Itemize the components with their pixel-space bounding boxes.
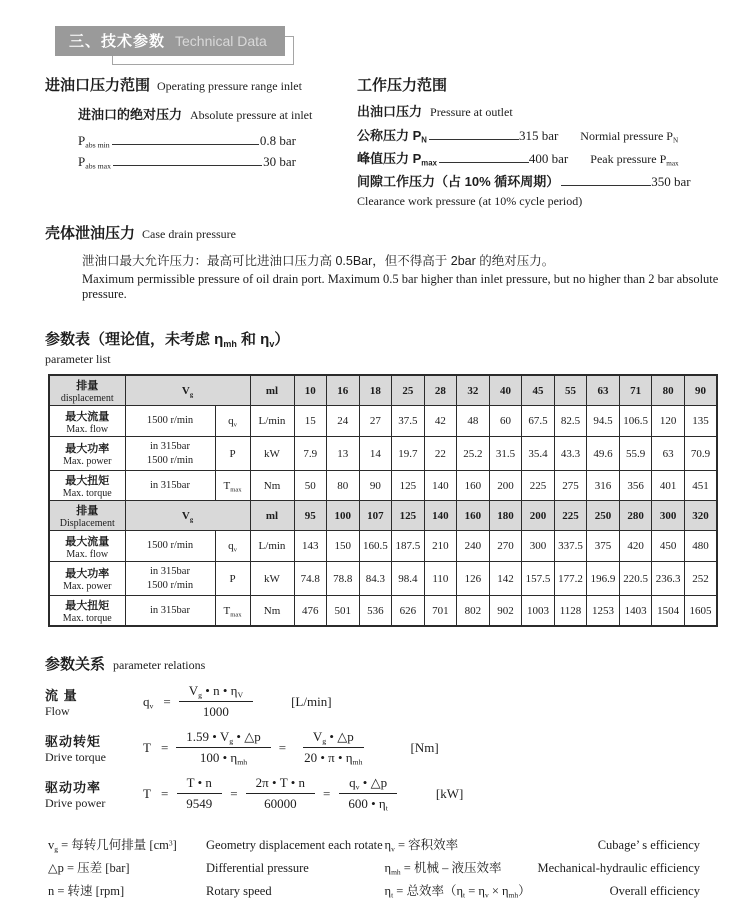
value-cell: 450 bbox=[652, 531, 685, 562]
inlet-title-en: Operating pressure range inlet bbox=[157, 79, 302, 93]
cell-line-cn: 排量 bbox=[76, 380, 99, 392]
value-cell: 125 bbox=[392, 471, 425, 501]
value-cell: 94.5 bbox=[587, 406, 620, 437]
value-cell: 63 bbox=[652, 437, 685, 471]
pressure-line bbox=[357, 125, 740, 144]
legend-row bbox=[48, 835, 385, 853]
cell-line-cn: 排量 bbox=[76, 505, 99, 517]
value-cell: 31.5 bbox=[489, 437, 522, 471]
row-label-cell bbox=[49, 437, 125, 471]
pressure-value: 350 bar bbox=[651, 174, 691, 189]
row-unit-cell: Nm bbox=[250, 471, 294, 501]
outlet-sub-en: Pressure at outlet bbox=[430, 105, 513, 119]
value-cell: 220.5 bbox=[619, 562, 652, 596]
parameter-table-subtitle: parameter list bbox=[45, 352, 111, 366]
formula-row bbox=[45, 775, 750, 812]
value-cell: 476 bbox=[294, 596, 327, 627]
row-condition-cell bbox=[125, 562, 215, 596]
header-vg-cell: $V_g$ bbox=[125, 375, 250, 406]
value-cell: 84.3 bbox=[359, 562, 392, 596]
header-value-cell: 40 bbox=[489, 375, 522, 406]
work-title-cn: 工作压力范围 bbox=[357, 77, 448, 94]
cell-line-cn: 最大功率 bbox=[65, 443, 110, 455]
denominator: 100 • $\eta_{mh}$ bbox=[199, 750, 248, 767]
row-label-cell bbox=[49, 596, 125, 627]
leader-line bbox=[561, 185, 651, 186]
table-header-row bbox=[49, 501, 717, 531]
value-cell: 1128 bbox=[554, 596, 587, 627]
header-value-cell: 107 bbox=[359, 501, 392, 531]
value-cell: 106.5 bbox=[619, 406, 652, 437]
condition-line: 1500 r/min bbox=[146, 415, 194, 427]
condition-line: 1500 r/min bbox=[146, 454, 194, 466]
value-cell: 240 bbox=[457, 531, 490, 562]
row-condition-cell bbox=[125, 531, 215, 562]
value-cell: 401 bbox=[652, 471, 685, 501]
pressure-symbol: $P_{abs max}$ bbox=[78, 154, 112, 171]
pressure-line bbox=[357, 148, 740, 167]
value-cell: 300 bbox=[522, 531, 555, 562]
inlet-sub-cn: 进油口的绝对压力 bbox=[78, 107, 183, 122]
value-cell: 27 bbox=[359, 406, 392, 437]
row-symbol-cell: $T_{max}$ bbox=[215, 471, 250, 501]
header-value-cell: 90 bbox=[684, 375, 717, 406]
value-cell: 22 bbox=[424, 437, 457, 471]
value-cell: 200 bbox=[489, 471, 522, 501]
header-value-cell: 10 bbox=[294, 375, 327, 406]
row-label-cell bbox=[49, 471, 125, 501]
fraction bbox=[338, 775, 398, 812]
value-cell: 55.9 bbox=[619, 437, 652, 471]
pressure-label: 峰值压力 $P_{max}$ bbox=[357, 151, 437, 168]
value-cell: 42 bbox=[424, 406, 457, 437]
value-cell: 236.3 bbox=[652, 562, 685, 596]
formula-unit: [kW] bbox=[435, 785, 464, 801]
parameter-table-body bbox=[49, 375, 717, 626]
pressure-value: 315 bar bbox=[518, 128, 559, 143]
row-unit-cell: L/min bbox=[250, 531, 294, 562]
equals-sign: = bbox=[278, 739, 287, 755]
formula-label-cn: 驱动功率 bbox=[45, 779, 102, 795]
value-cell: 120 bbox=[652, 406, 685, 437]
formula-expression bbox=[143, 775, 463, 812]
numerator: 2π • T • n bbox=[246, 775, 315, 794]
numerator: 1.59 • $V_g$ • △p bbox=[176, 729, 270, 748]
table-row bbox=[49, 562, 717, 596]
value-cell: 80 bbox=[327, 471, 360, 501]
value-cell: 316 bbox=[587, 471, 620, 501]
condition-line: 1500 r/min bbox=[146, 540, 194, 552]
header-value-cell: 225 bbox=[554, 501, 587, 531]
value-cell: 501 bbox=[327, 596, 360, 627]
cell-line-en: Max. power bbox=[63, 581, 112, 592]
header-value-cell: 80 bbox=[652, 375, 685, 406]
row-symbol-cell: P bbox=[215, 562, 250, 596]
case-drain-section bbox=[45, 222, 750, 302]
leader-line bbox=[112, 144, 259, 145]
row-unit-cell: L/min bbox=[250, 406, 294, 437]
header-value-cell: 180 bbox=[489, 501, 522, 531]
value-cell: 143 bbox=[294, 531, 327, 562]
equals-sign: = bbox=[230, 785, 238, 801]
formula-unit: [L/min] bbox=[291, 693, 332, 709]
value-cell: 14 bbox=[359, 437, 392, 471]
numerator: $V_g$ • n • $\eta_V$ bbox=[179, 683, 253, 702]
row-condition-cell bbox=[125, 437, 215, 471]
legend-symbol: $\eta_t$ = 总效率$(\eta_t = \eta_v \times \eta_{mh})$ bbox=[384, 884, 531, 900]
leader-line bbox=[429, 139, 519, 140]
value-cell: 78.8 bbox=[327, 562, 360, 596]
value-cell: 1605 bbox=[684, 596, 717, 627]
pressure-label-en: Peak pressure $P_{max}$ bbox=[590, 152, 679, 168]
value-cell: 1403 bbox=[619, 596, 652, 627]
table-row bbox=[49, 531, 717, 562]
parameter-table bbox=[48, 374, 718, 627]
formula-row bbox=[45, 729, 750, 766]
value-cell: 420 bbox=[619, 531, 652, 562]
pressure-label: 间隙工作压力（占 10% 循环周期） bbox=[357, 174, 560, 189]
value-cell: 49.6 bbox=[587, 437, 620, 471]
pressure-line bbox=[357, 171, 740, 190]
row-label-cell bbox=[49, 406, 125, 437]
value-cell: 43.3 bbox=[554, 437, 587, 471]
formula-label bbox=[45, 777, 143, 811]
denominator: 60000 bbox=[264, 796, 297, 811]
header-value-cell: 320 bbox=[684, 501, 717, 531]
table-header-row bbox=[49, 375, 717, 406]
row-label-cell bbox=[49, 531, 125, 562]
value-cell: 50 bbox=[294, 471, 327, 501]
value-cell: 157.5 bbox=[522, 562, 555, 596]
formula-label-en: Drive power bbox=[45, 795, 106, 810]
inlet-sub-en: Absolute pressure at inlet bbox=[190, 108, 313, 122]
cell-line-cn: 最大扭矩 bbox=[65, 475, 110, 487]
value-cell: 270 bbox=[489, 531, 522, 562]
formula-lhs: T bbox=[143, 739, 151, 755]
denominator: 9549 bbox=[186, 796, 213, 811]
value-cell: 225 bbox=[522, 471, 555, 501]
work-pressure-section bbox=[357, 74, 750, 209]
value-cell: 74.8 bbox=[294, 562, 327, 596]
value-cell: 451 bbox=[684, 471, 717, 501]
legend-symbol: △p = 压差 [bar] bbox=[48, 861, 130, 875]
pressure-value: 30 bar bbox=[263, 154, 296, 169]
inlet-pressure-section bbox=[45, 74, 357, 209]
value-cell: 70.9 bbox=[684, 437, 717, 471]
row-condition-cell bbox=[125, 596, 215, 627]
symbol-legend bbox=[48, 830, 700, 899]
header-value-cell: 28 bbox=[424, 375, 457, 406]
table-row bbox=[49, 596, 717, 627]
value-cell: 60 bbox=[489, 406, 522, 437]
cell-line-en: displacement bbox=[60, 393, 114, 404]
value-cell: 98.4 bbox=[392, 562, 425, 596]
header-value-cell: 45 bbox=[522, 375, 555, 406]
fraction bbox=[176, 775, 222, 812]
fraction bbox=[176, 729, 270, 766]
case-drain-title-en: Case drain pressure bbox=[142, 227, 236, 241]
formula-label bbox=[45, 685, 143, 719]
pressure-value: 400 bar bbox=[528, 151, 569, 166]
value-cell: 135 bbox=[684, 406, 717, 437]
cell-line-cn: 最大扭矩 bbox=[65, 600, 110, 612]
relations-title-cn: 参数关系 bbox=[45, 656, 106, 673]
numerator: $V_g$ • △p bbox=[303, 729, 364, 748]
formula-label-cn: 驱动转矩 bbox=[45, 733, 102, 749]
header-displacement-cell bbox=[49, 375, 125, 406]
banner-title-en: Technical Data bbox=[175, 33, 267, 49]
condition-line: in 315bar bbox=[150, 604, 190, 616]
legend-row bbox=[385, 881, 700, 899]
equals-sign: = bbox=[163, 693, 171, 709]
inlet-pressure-lines bbox=[78, 133, 296, 170]
parameter-table-title: 参数表（理论值，未考虑 $\eta_{mh}$ 和 $\eta_v$） bbox=[45, 331, 290, 350]
legend-symbol: $\eta_{mh}$ = 机械 – 液压效率 bbox=[384, 861, 502, 877]
cell-line-en: Max. flow bbox=[66, 423, 109, 435]
value-cell: 196.9 bbox=[587, 562, 620, 596]
denominator: 20 • π • $\eta_{mh}$ bbox=[304, 750, 363, 767]
value-cell: 337.5 bbox=[554, 531, 587, 562]
numerator: T • n bbox=[177, 775, 222, 794]
value-cell: 160.5 bbox=[359, 531, 392, 562]
row-condition-cell bbox=[125, 406, 215, 437]
value-cell: 35.4 bbox=[522, 437, 555, 471]
header-value-cell: 280 bbox=[619, 501, 652, 531]
condition-line: in 315bar bbox=[150, 566, 190, 578]
formula-label-cn: 流 量 bbox=[45, 687, 78, 703]
header-unit-cell: ml bbox=[250, 375, 294, 406]
legend-text-en: Cubage’ s efficiency bbox=[597, 838, 700, 852]
numerator: $q_v$ • △p bbox=[339, 775, 397, 794]
case-drain-line-cn: 泄油口最大允许压力：最高可比进油口压力高 0.5Bar，但不得高于 2bar 的绝对压力。 bbox=[82, 254, 555, 268]
formula-lhs: T bbox=[143, 785, 151, 801]
value-cell: 7.9 bbox=[294, 437, 327, 471]
legend-row bbox=[385, 835, 700, 853]
value-cell: 25.2 bbox=[457, 437, 490, 471]
condition-line: in 315bar bbox=[150, 441, 190, 453]
header-value-cell: 160 bbox=[457, 501, 490, 531]
table-row bbox=[49, 471, 717, 501]
legend-row bbox=[48, 858, 385, 876]
value-cell: 37.5 bbox=[392, 406, 425, 437]
header-value-cell: 200 bbox=[522, 501, 555, 531]
value-cell: 252 bbox=[684, 562, 717, 596]
pressure-label-en: Normial pressure $P_N$ bbox=[580, 129, 679, 145]
pressure-line bbox=[78, 133, 296, 149]
outlet-sub-cn: 出油口压力 bbox=[357, 104, 423, 119]
clearance-note-en: Clearance work pressure (at 10% cycle period) bbox=[357, 194, 583, 208]
value-cell: 356 bbox=[619, 471, 652, 501]
formula-expression bbox=[143, 683, 332, 720]
header-value-cell: 250 bbox=[587, 501, 620, 531]
legend-text-en: Differential pressure bbox=[206, 861, 309, 875]
value-cell: 19.7 bbox=[392, 437, 425, 471]
value-cell: 1504 bbox=[652, 596, 685, 627]
case-drain-line-en: Maximum permissible pressure of oil drain port. Maximum 0.5 bar higher than inlet pressure, but no higher than 2 bar absolute pressure. bbox=[82, 272, 719, 301]
condition-line: 1500 r/min bbox=[146, 579, 194, 591]
formula-label-en: Drive torque bbox=[45, 749, 106, 764]
header-value-cell: 63 bbox=[587, 375, 620, 406]
header-value-cell: 71 bbox=[619, 375, 652, 406]
legend-symbol: $v_g$ = 每转几何排量 $[cm^3]$ bbox=[48, 838, 177, 854]
legend-symbol: $\eta_v$ = 容积效率 bbox=[384, 838, 459, 854]
value-cell: 142 bbox=[489, 562, 522, 596]
legend-text-en: Geometry displacement each rotate bbox=[206, 838, 383, 852]
value-cell: 140 bbox=[424, 471, 457, 501]
formula-expression bbox=[143, 729, 439, 766]
cell-line-cn: 最大流量 bbox=[65, 410, 110, 423]
equals-sign: = bbox=[160, 739, 169, 755]
row-symbol-cell: $q_v$ bbox=[215, 531, 250, 562]
pressure-label: 公称压力 $P_N$ bbox=[357, 128, 427, 145]
value-cell: 802 bbox=[457, 596, 490, 627]
value-cell: 536 bbox=[359, 596, 392, 627]
header-value-cell: 300 bbox=[652, 501, 685, 531]
value-cell: 177.2 bbox=[554, 562, 587, 596]
formula-label bbox=[45, 731, 143, 765]
legend-row bbox=[48, 881, 385, 899]
relations-title-en: parameter relations bbox=[113, 658, 206, 672]
formula-unit: [Nm] bbox=[410, 739, 439, 755]
pressure-symbol: $P_{abs min}$ bbox=[78, 133, 110, 150]
value-cell: 13 bbox=[327, 437, 360, 471]
header-value-cell: 25 bbox=[392, 375, 425, 406]
header-value-cell: 125 bbox=[392, 501, 425, 531]
value-cell: 275 bbox=[554, 471, 587, 501]
row-condition-cell bbox=[125, 471, 215, 501]
value-cell: 187.5 bbox=[392, 531, 425, 562]
equals-sign: = bbox=[160, 785, 169, 801]
table-row bbox=[49, 406, 717, 437]
formula-lhs: $q_v$ bbox=[143, 693, 154, 711]
row-symbol-cell: $T_{max}$ bbox=[215, 596, 250, 627]
cell-line-cn: 最大流量 bbox=[65, 535, 110, 548]
row-unit-cell: Nm bbox=[250, 596, 294, 627]
banner-box bbox=[55, 26, 285, 56]
fraction bbox=[294, 729, 372, 766]
value-cell: 15 bbox=[294, 406, 327, 437]
row-symbol-cell: $q_v$ bbox=[215, 406, 250, 437]
equals-sign: = bbox=[323, 785, 331, 801]
legend-row bbox=[385, 858, 700, 876]
legend-left bbox=[48, 830, 385, 899]
table-row bbox=[49, 437, 717, 471]
cell-line-en: Max. power bbox=[63, 456, 112, 467]
header-value-cell: 18 bbox=[359, 375, 392, 406]
value-cell: 48 bbox=[457, 406, 490, 437]
section-banner bbox=[55, 26, 285, 56]
value-cell: 210 bbox=[424, 531, 457, 562]
value-cell: 480 bbox=[684, 531, 717, 562]
legend-text-en: Rotary speed bbox=[206, 884, 272, 898]
value-cell: 1003 bbox=[522, 596, 555, 627]
formula-list bbox=[45, 683, 750, 812]
cell-line-en: Max. flow bbox=[66, 548, 109, 560]
value-cell: 110 bbox=[424, 562, 457, 596]
value-cell: 24 bbox=[327, 406, 360, 437]
case-drain-title-cn: 壳体泄油压力 bbox=[45, 225, 136, 242]
header-value-cell: 16 bbox=[327, 375, 360, 406]
value-cell: 1253 bbox=[587, 596, 620, 627]
value-cell: 126 bbox=[457, 562, 490, 596]
banner-title-cn: 三、技术参数 bbox=[69, 33, 166, 50]
pressure-line bbox=[78, 154, 296, 170]
header-value-cell: 100 bbox=[327, 501, 360, 531]
inlet-title-cn: 进油口压力范围 bbox=[45, 77, 151, 94]
header-value-cell: 140 bbox=[424, 501, 457, 531]
leader-line bbox=[113, 165, 262, 166]
header-value-cell: 55 bbox=[554, 375, 587, 406]
legend-symbol: n = 转速 [rpm] bbox=[48, 884, 125, 898]
value-cell: 160 bbox=[457, 471, 490, 501]
formula-row bbox=[45, 683, 750, 720]
value-cell: 67.5 bbox=[522, 406, 555, 437]
legend-text-en: Mechanical-hydraulic efficiency bbox=[537, 861, 700, 875]
relations-title bbox=[45, 653, 750, 674]
value-cell: 82.5 bbox=[554, 406, 587, 437]
denominator: 600 • $\eta_t$ bbox=[348, 796, 388, 813]
header-displacement-cell bbox=[49, 501, 125, 531]
header-value-cell: 95 bbox=[294, 501, 327, 531]
leader-line bbox=[439, 162, 529, 163]
fraction bbox=[246, 775, 315, 812]
value-cell: 701 bbox=[424, 596, 457, 627]
header-unit-cell: ml bbox=[250, 501, 294, 531]
legend-right bbox=[385, 830, 700, 899]
cell-line-en: Max. torque bbox=[62, 488, 112, 499]
row-unit-cell: kW bbox=[250, 437, 294, 471]
value-cell: 902 bbox=[489, 596, 522, 627]
cell-line-en: Max. torque bbox=[62, 613, 112, 624]
fraction bbox=[179, 683, 253, 720]
cell-line-en: Displacement bbox=[59, 518, 115, 529]
value-cell: 90 bbox=[359, 471, 392, 501]
cell-line-cn: 最大功率 bbox=[65, 568, 110, 580]
pressure-sections bbox=[45, 74, 750, 209]
pressure-value: 0.8 bar bbox=[259, 133, 296, 148]
value-cell: 375 bbox=[587, 531, 620, 562]
header-value-cell: 32 bbox=[457, 375, 490, 406]
header-vg-cell: $V_g$ bbox=[125, 501, 250, 531]
outlet-pressure-lines bbox=[357, 125, 740, 190]
formula-label-en: Flow bbox=[45, 703, 70, 718]
denominator: 1000 bbox=[202, 704, 229, 719]
row-label-cell bbox=[49, 562, 125, 596]
row-symbol-cell: P bbox=[215, 437, 250, 471]
legend-text-en: Overall efficiency bbox=[609, 884, 700, 898]
value-cell: 150 bbox=[327, 531, 360, 562]
value-cell: 626 bbox=[392, 596, 425, 627]
row-unit-cell: kW bbox=[250, 562, 294, 596]
condition-line: in 315bar bbox=[150, 479, 190, 491]
